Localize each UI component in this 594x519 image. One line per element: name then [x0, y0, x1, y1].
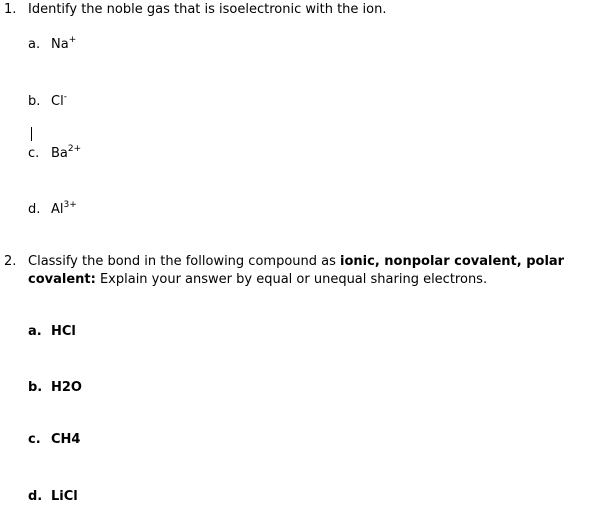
option-letter: b.	[28, 94, 41, 109]
compound-formula: CH4	[51, 432, 81, 447]
option-2c	[28, 431, 80, 449]
option-letter: a.	[28, 324, 42, 339]
compound-formula: LiCl	[51, 489, 78, 504]
ion-symbol: Al	[51, 202, 64, 217]
ion-charge: -	[63, 92, 67, 102]
question-text-bond-types: ionic, nonpolar covalent, polar covalent:	[28, 254, 565, 287]
question-text	[28, 253, 588, 289]
option-1b	[28, 93, 67, 111]
question-2	[4, 253, 588, 287]
ion-charge: +	[68, 35, 77, 45]
option-letter: d.	[28, 202, 41, 217]
option-1a	[28, 36, 76, 54]
option-letter: b.	[28, 380, 43, 395]
question-number: 2.	[4, 254, 17, 269]
question-text-intro: Classify the bond in the following compound as	[28, 254, 341, 269]
ion-charge: 3+	[63, 200, 77, 210]
ion-symbol: Na	[51, 37, 69, 52]
question-number: 1.	[4, 2, 17, 17]
option-2b	[28, 379, 82, 397]
ion-symbol: Ba	[51, 146, 68, 161]
option-letter: a.	[28, 37, 41, 52]
option-2a	[28, 323, 76, 341]
option-letter: d.	[28, 489, 43, 504]
ion-symbol: Cl	[51, 94, 64, 109]
question-text: Identify the noble gas that is isoelectronic with the ion.	[28, 2, 387, 17]
option-letter: c.	[28, 432, 41, 447]
question-text-instruction: Explain your answer by equal or unequal sharing electrons.	[95, 272, 488, 287]
option-1c	[28, 145, 81, 163]
option-1d	[28, 201, 77, 219]
compound-formula: H2O	[51, 380, 82, 395]
compound-formula: HCl	[51, 324, 76, 339]
option-letter: c.	[28, 146, 40, 161]
question-1	[4, 1, 588, 19]
text-cursor	[31, 127, 32, 141]
ion-charge: 2+	[67, 144, 82, 154]
option-2d	[28, 488, 78, 506]
